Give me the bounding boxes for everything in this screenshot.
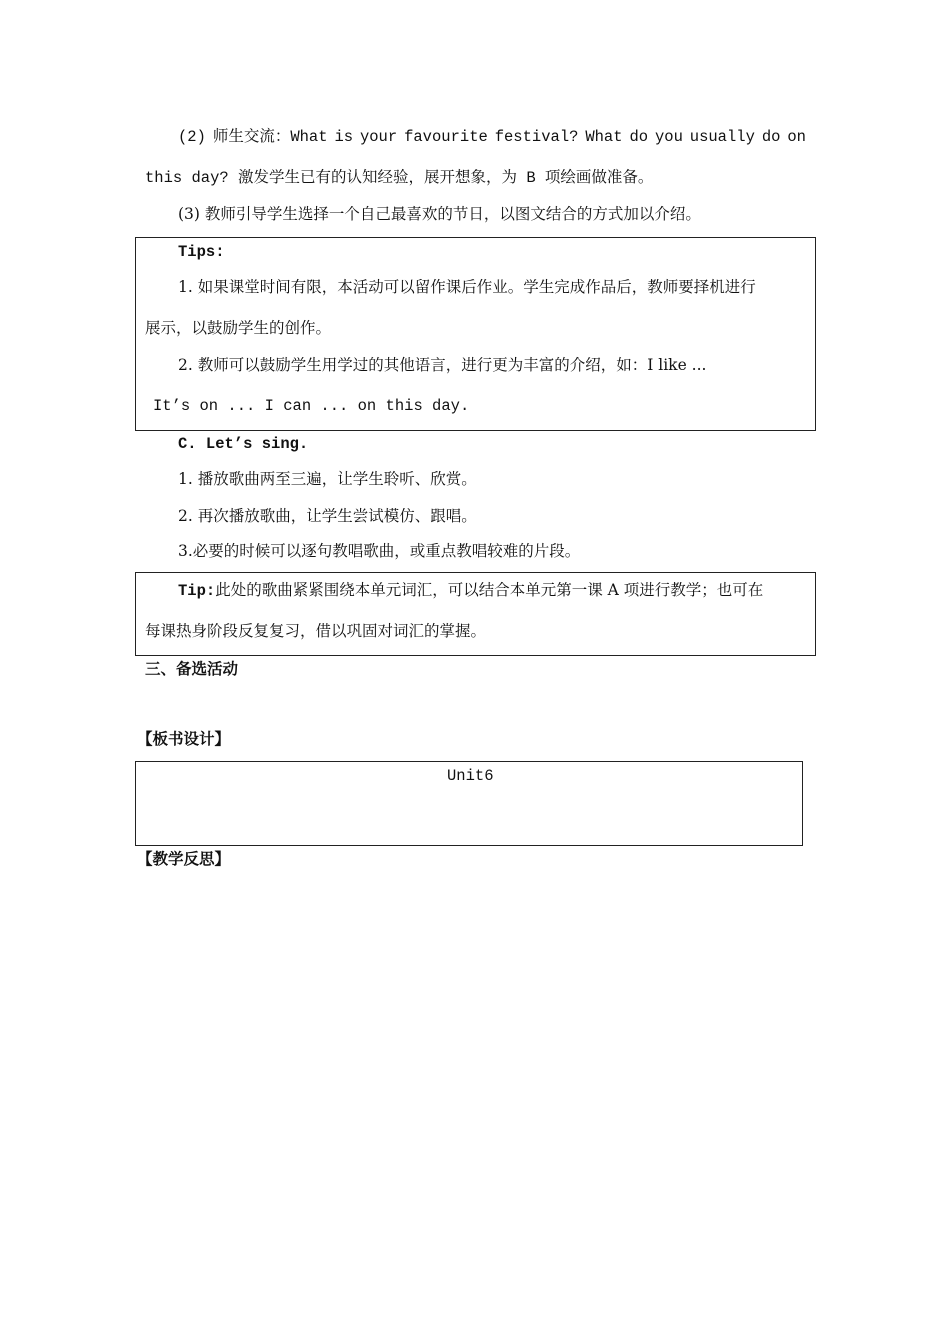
tip-1-line-2: 展示，以鼓励学生的创作。 (145, 319, 332, 337)
item-2-word: favourite (404, 128, 488, 146)
tip-2-line-1: 2. 教师可以鼓励学生用学过的其他语言，进行更为丰富的介绍，如：I like ... (178, 356, 707, 374)
item-2-word: (2) (178, 128, 206, 146)
item-3: (3) 教师引导学生选择一个自己最喜欢的节日，以图文结合的方式加以介绍。 (178, 205, 701, 223)
item-2-word: do (761, 128, 781, 146)
item-2-word: do (629, 128, 649, 146)
tip-line-1-text: 此处的歌曲紧紧围绕本单元词汇，可以结合本单元第一课 A 项进行教学；也可在 (215, 581, 764, 599)
item-2-word: What (585, 128, 623, 146)
section-c-step-2: 2. 再次播放歌曲，让学生尝试模仿、跟唱。 (178, 507, 477, 525)
item-2-line-1 (178, 127, 806, 147)
board-design-box (135, 761, 803, 846)
tip-1-line-1: 1. 如果课堂时间有限，本活动可以留作课后作业。学生完成作品后，教师要择机进行 (178, 278, 756, 296)
section-c-heading: C. Let’s sing. (178, 435, 309, 453)
tips-heading: Tips: (178, 243, 225, 261)
tip-line-2: 每课热身阶段反复复习，借以巩固对词汇的掌握。 (145, 622, 487, 640)
tip-2-line-2: It’s on ... I can ... on this day. (153, 397, 470, 415)
item-2-word: your (359, 128, 398, 146)
item-2-line-2: this day? 激发学生已有的认知经验，展开想象，为 B 项绘画做准备。 (145, 169, 654, 187)
item-2-word: 师生交流：What (212, 128, 328, 146)
tips-box (135, 237, 816, 431)
tip-box (135, 572, 816, 656)
item-2-word: is (334, 128, 354, 146)
section-three-heading: 三、备选活动 (145, 659, 239, 678)
item-2-word: usually (689, 128, 755, 146)
item-2-word: on (787, 128, 806, 146)
board-design-heading: 【板书设计】 (137, 729, 231, 748)
tip-line-1 (178, 580, 763, 601)
board-design-title: Unit6 (447, 767, 494, 785)
reflection-heading: 【教学反思】 (137, 849, 231, 868)
tip-label: Tip: (178, 582, 216, 600)
item-2-word: festival? (494, 128, 579, 146)
section-c-step-1: 1. 播放歌曲两至三遍，让学生聆听、欣赏。 (178, 470, 477, 488)
section-c-step-3: 3.必要的时候可以逐句教唱歌曲，或重点教唱较难的片段。 (178, 542, 581, 560)
item-2-word: you (654, 128, 683, 146)
